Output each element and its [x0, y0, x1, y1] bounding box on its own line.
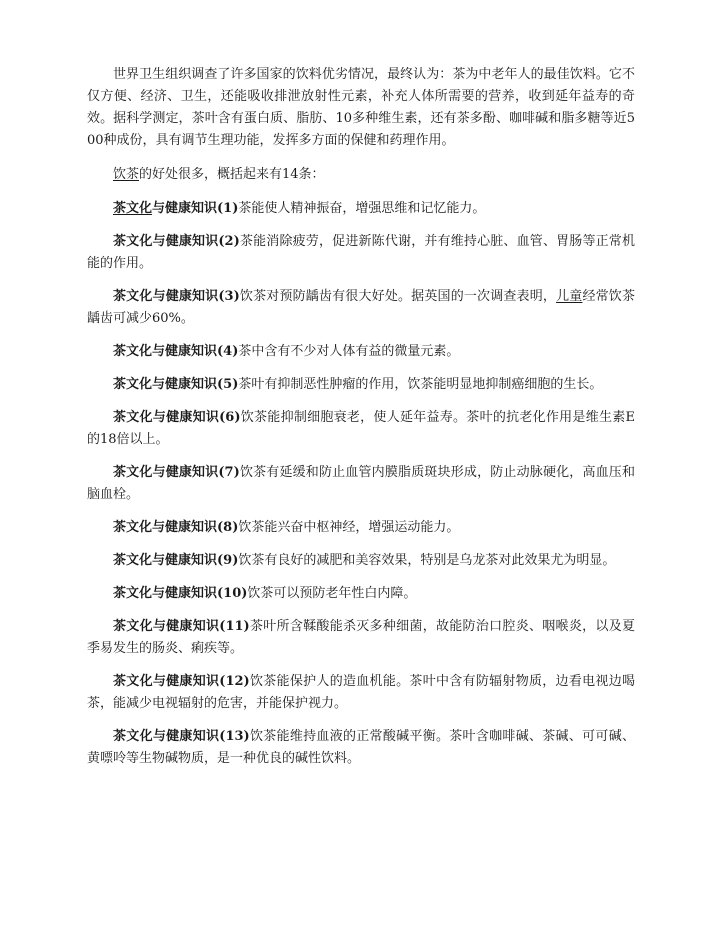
item-heading: 茶文化与健康知识	[113, 520, 218, 535]
item-text: 饮茶对预防龋齿有很大好处。据英国的一次调查表明，	[239, 289, 557, 304]
list-item-4	[87, 341, 635, 363]
list-item-2	[87, 231, 635, 275]
item-number: (11)	[219, 619, 250, 634]
item-number: (5)	[217, 377, 239, 392]
item-number: (6)	[219, 410, 241, 425]
item-text: 饮茶能抑制细胞衰老，使人延年益寿。茶叶的抗老化作用是维生素E的18倍以上。	[87, 410, 635, 447]
item-text: 茶叶所含鞣酸能杀灭多种细菌，故能防治口腔炎、咽喉炎，以及夏季易发生的肠炎、痢疾等。	[87, 619, 635, 656]
item-number: (8)	[217, 520, 239, 535]
item-heading: 茶文化与健康知识	[113, 377, 218, 392]
item-text: 饮茶能保护人的造血机能。茶叶中含有防辐射物质，边看电视边喝茶，能减少电视辐射的危害，并能保护视力。	[87, 674, 635, 711]
list-item-8	[87, 517, 635, 539]
item-number: (13)	[219, 729, 250, 744]
intro-paragraph: 世界卫生组织调查了许多国家的饮料优劣情况，最终认为：茶为中老年人的最佳饮料。它不仅方便、经济、卫生，还能吸收排泄放射性元素，补充人体所需要的营养，收到延年益寿的奇效。据科学测定，茶叶含有蛋白质、脂肪、10多种维生素，还有茶多酚、咖啡碱和脂多糖等近500种成份，具有调节生理功能，发挥多方面的保健和药理作用。	[87, 67, 635, 148]
list-item-13	[87, 726, 635, 770]
item-heading: 茶文化与健康知识	[113, 553, 218, 568]
item-heading: 茶文化与健康知识	[113, 234, 219, 249]
item-text: 茶中含有不少对人体有益的微量元素。	[238, 344, 460, 359]
item-heading: 茶文化与健康知识	[113, 586, 218, 601]
item-heading: 茶文化与健康知识	[113, 465, 219, 480]
summary-text: 的好处很多，概括起来有14条：	[139, 167, 325, 182]
list-item-6	[87, 407, 635, 451]
item-text: 茶能使人精神振奋，增强思维和记忆能力。	[238, 201, 486, 216]
tea-culture-link[interactable]: 茶文化	[113, 201, 153, 216]
item-number: (7)	[218, 465, 240, 480]
item-heading: 茶文化与健康知识	[113, 289, 219, 304]
item-heading: 与健康知识	[152, 201, 218, 216]
item-text: 茶能消除疲劳，促进新陈代谢，并有维持心脏、血管、胃肠等正常机能的作用。	[87, 234, 635, 271]
list-item-11	[87, 616, 635, 660]
item-heading: 茶文化与健康知识	[113, 674, 220, 689]
item-text: 饮茶可以预防老年性白内障。	[247, 586, 417, 601]
item-heading: 茶文化与健康知识	[113, 619, 220, 634]
tea-drinking-link[interactable]: 饮茶	[113, 167, 140, 182]
item-text: 饮茶有延缓和防止血管内膜脂质斑块形成，防止动脉硬化，高血压和脑血栓。	[87, 465, 635, 502]
item-number: (3)	[218, 289, 240, 304]
list-item-12	[87, 671, 635, 715]
item-text: 饮茶能维持血液的正常酸碱平衡。茶叶含咖啡碱、茶碱、可可碱、黄嘌呤等生物碱物质，是一种优良的碱性饮料。	[87, 729, 635, 766]
summary-paragraph	[87, 164, 635, 186]
item-number: (2)	[218, 234, 240, 249]
list-item-5	[87, 374, 635, 396]
item-number: (4)	[217, 344, 239, 359]
item-number: (12)	[219, 674, 250, 689]
list-item-3	[87, 286, 635, 330]
item-text-continued: 经常饮茶龋齿可减少60%。	[87, 289, 635, 326]
list-item-7	[87, 462, 635, 506]
item-heading: 茶文化与健康知识	[113, 344, 218, 359]
item-text: 饮茶有良好的减肥和美容效果，特别是乌龙茶对此效果尤为明显。	[238, 553, 616, 568]
item-text: 饮茶能兴奋中枢神经，增强运动能力。	[238, 520, 460, 535]
item-text: 茶叶有抑制恶性肿瘤的作用，饮茶能明显地抑制癌细胞的生长。	[238, 377, 603, 392]
item-number: (9)	[217, 553, 239, 568]
list-item-9	[87, 550, 635, 572]
list-item-10	[87, 583, 635, 605]
item-number: (1)	[217, 201, 239, 216]
item-number: (10)	[217, 586, 248, 601]
document-page	[87, 64, 635, 781]
item-heading: 茶文化与健康知识	[113, 410, 220, 425]
list-item-1	[87, 198, 635, 220]
children-link[interactable]: 儿童	[556, 289, 583, 304]
item-heading: 茶文化与健康知识	[113, 729, 220, 744]
